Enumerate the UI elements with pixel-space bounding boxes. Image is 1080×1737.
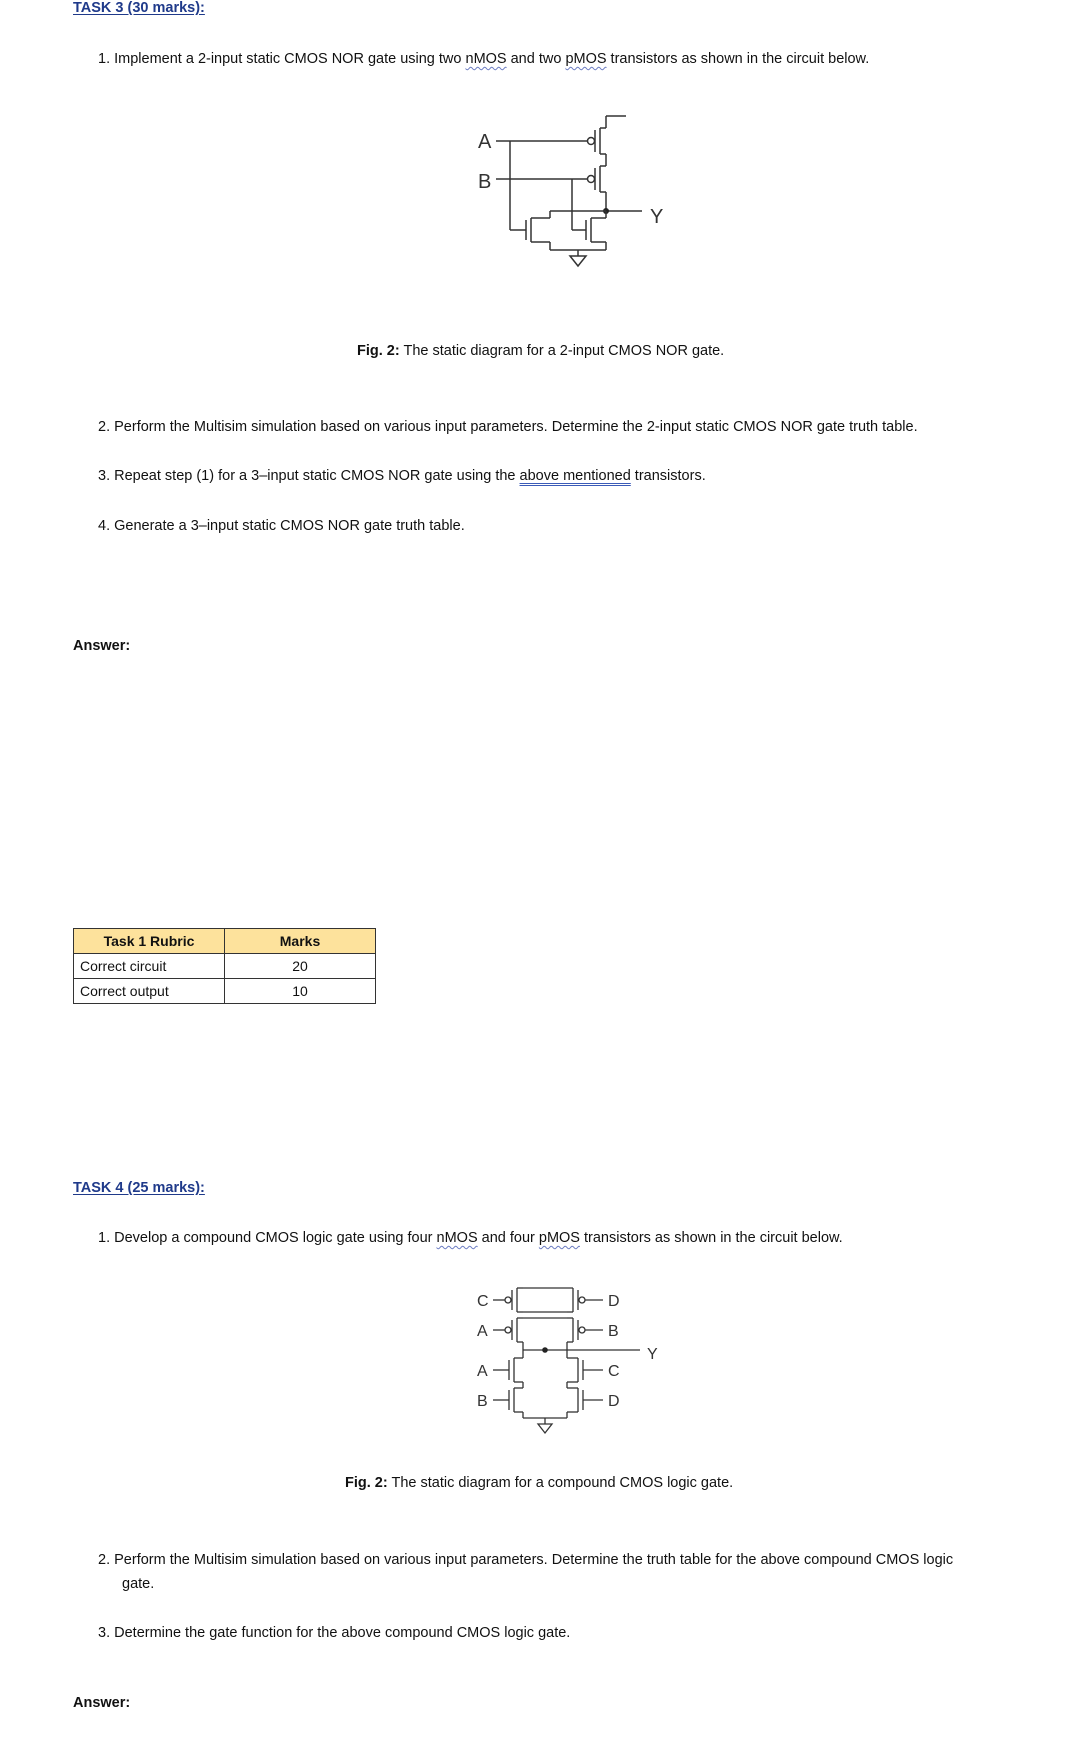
rubric-header-marks: Marks xyxy=(225,929,376,954)
rubric-criterion: Correct output xyxy=(74,979,225,1004)
task4-item-3: 3. Determine the gate function for the above compound CMOS logic gate. xyxy=(98,1625,571,1641)
compound-figure-caption: Fig. 2: The static diagram for a compound CMOS logic gate. xyxy=(345,1475,734,1491)
task3-answer-label: Answer: xyxy=(73,638,131,654)
rubric-marks: 20 xyxy=(225,954,376,979)
nor-label-a: A xyxy=(478,131,492,153)
task3-title: TASK 3 (30 marks): xyxy=(73,0,205,16)
nor-label-y: Y xyxy=(650,206,664,228)
compound-label-d-bot: D xyxy=(608,1393,620,1410)
task4-item-2: 2. Perform the Multisim simulation based on various input parameters. Determine the truth table for the above compound CMOS logic gate. xyxy=(98,1552,954,1592)
compound-label-b-top: B xyxy=(608,1323,619,1340)
compound-label-c-top: C xyxy=(477,1293,489,1310)
compound-label-a-bot: A xyxy=(477,1363,488,1380)
rubric-table xyxy=(73,928,376,1004)
table-row xyxy=(74,979,376,1004)
compound-label-a-top: A xyxy=(477,1323,488,1340)
table-row xyxy=(74,954,376,979)
rubric-marks: 10 xyxy=(225,979,376,1004)
task3-item-3: 3. Repeat step (1) for a 3–input static CMOS NOR gate using the above mentioned transistors. xyxy=(98,468,706,484)
compound-label-d-top: D xyxy=(608,1293,620,1310)
task3-item-1: 1. Implement a 2-input static CMOS NOR gate using two nMOS and two pMOS transistors as shown in the circuit below. xyxy=(98,51,870,67)
compound-label-y: Y xyxy=(647,1346,658,1363)
rubric-header-row xyxy=(74,929,376,954)
nor-label-b: B xyxy=(478,171,492,193)
nor-gate-diagram xyxy=(460,108,680,288)
task3-item-4: 4. Generate a 3–input static CMOS NOR gate truth table. xyxy=(98,518,465,534)
compound-label-b-bot: B xyxy=(477,1393,488,1410)
compound-gate-diagram xyxy=(465,1284,685,1444)
rubric-criterion: Correct circuit xyxy=(74,954,225,979)
rubric-header-criterion: Task 1 Rubric xyxy=(74,929,225,954)
task3-item-2: 2. Perform the Multisim simulation based on various input parameters. Determine the 2-input static CMOS NOR gate truth table. xyxy=(98,419,918,435)
task4-item-1: 1. Develop a compound CMOS logic gate using four nMOS and four pMOS transistors as shown in the circuit below. xyxy=(98,1230,843,1246)
task4-title: TASK 4 (25 marks): xyxy=(73,1180,205,1196)
nor-figure-caption: Fig. 2: The static diagram for a 2-input CMOS NOR gate. xyxy=(357,343,725,359)
task4-answer-label: Answer: xyxy=(73,1695,131,1711)
compound-label-c-bot: C xyxy=(608,1363,620,1380)
